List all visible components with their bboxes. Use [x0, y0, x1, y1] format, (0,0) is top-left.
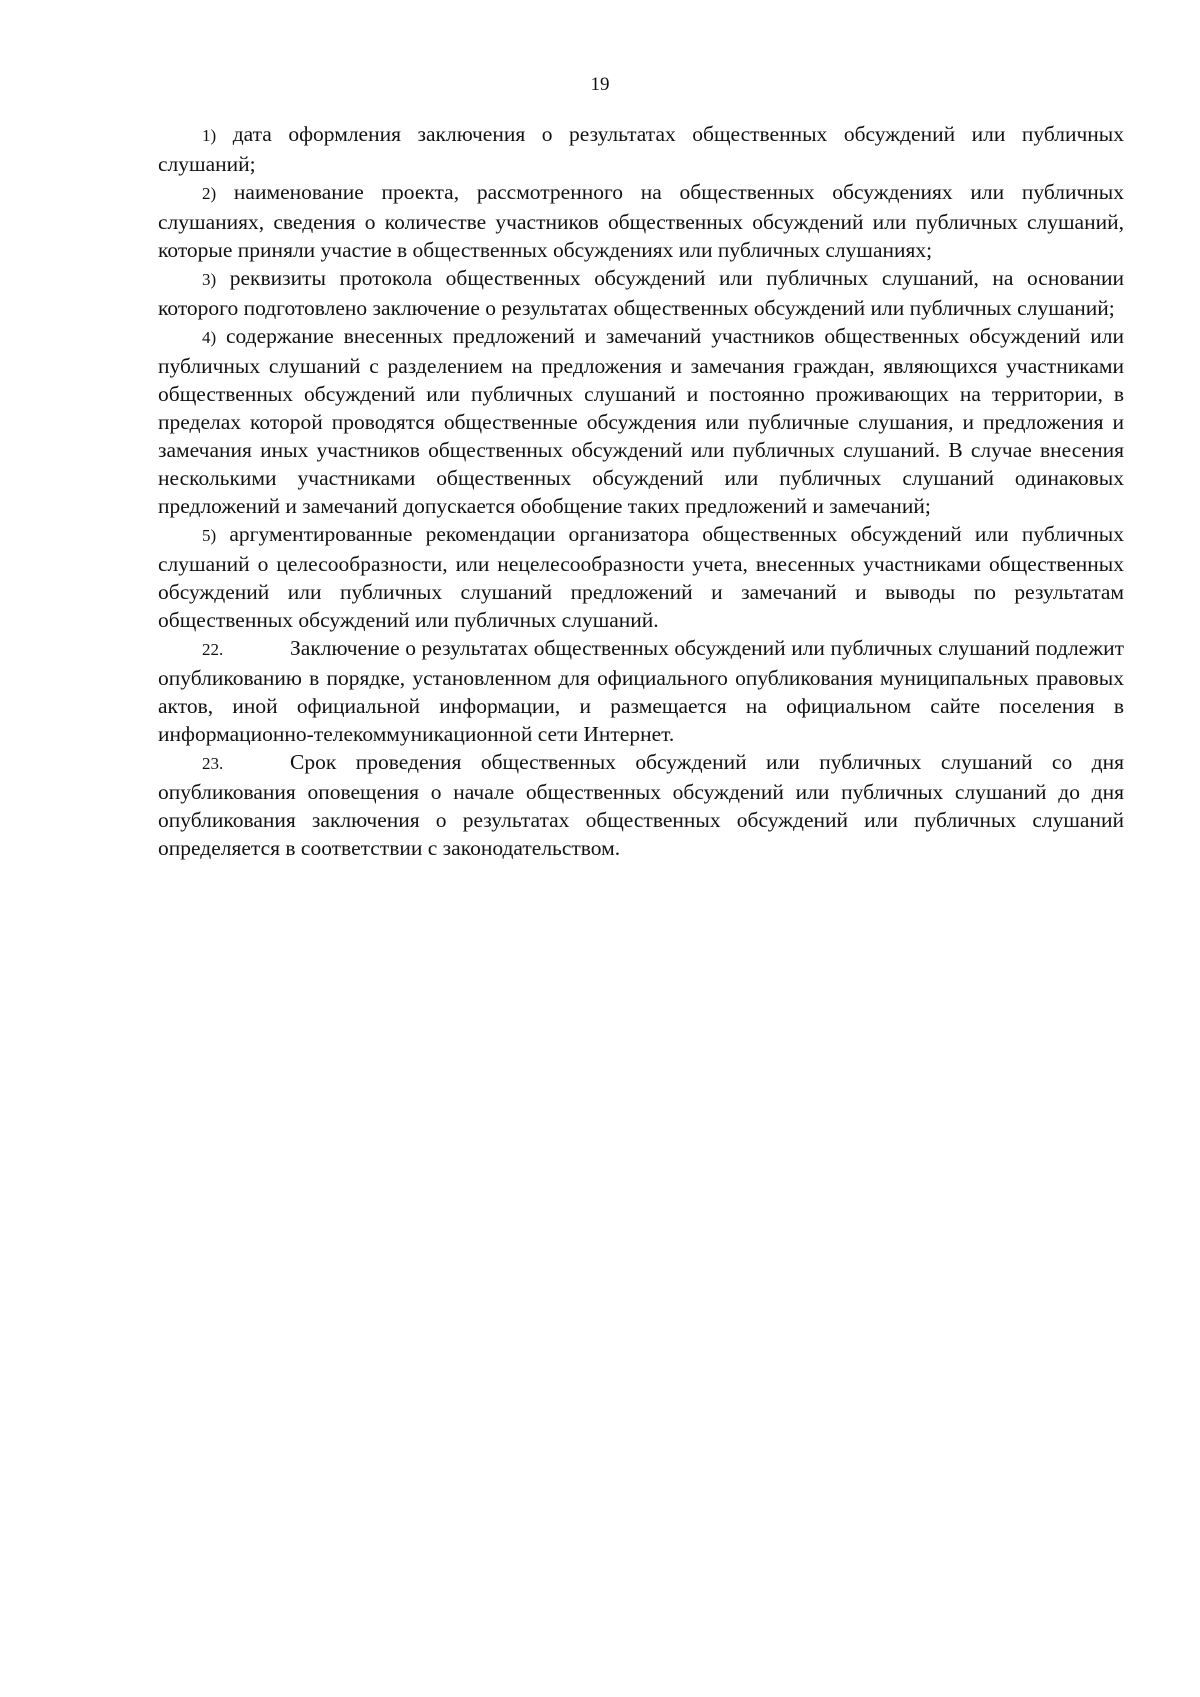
list-item-2 — [158, 178, 1124, 264]
list-item-text: дата оформления заключения о результатах общественных обсуждений или публичных слушаний; — [158, 122, 1125, 176]
list-item-3 — [158, 264, 1124, 322]
clause-number: 22. — [202, 640, 224, 659]
clause-number: 23. — [202, 754, 224, 773]
list-item-1 — [158, 120, 1124, 178]
list-item-text: реквизиты протокола общественных обсуждений или публичных слушаний, на основании которого подготовлено заключение о результатах общественных обсуждений или публичных слушаний; — [158, 266, 1124, 320]
list-item-number: 4) — [202, 328, 217, 347]
list-item-4 — [158, 322, 1124, 520]
page-number: 19 — [590, 74, 610, 95]
list-item-text: наименование проекта, рассмотренного на общественных обсуждениях или публичных слушаниях, сведения о количестве участников общественных обсуждений или публичных слушаний, которые приняли участие в общественных обсуждениях или публичных слушаниях; — [158, 180, 1124, 262]
list-item-text: аргументированные рекомендации организатора общественных обсуждений или публичных слушаний о целесообразности, или нецелесообразности учета, внесенных участниками общественных обсуждений или публичных слушаний предложений и замечаний и выводы по результатам общественных обсуждений или публичных слушаний. — [158, 522, 1124, 632]
list-item-text: содержание внесенных предложений и замечаний участников общественных обсуждений или публичных слушаний с разделением на предложения и замечания граждан, являющихся участниками общественных обсуждений или публичных слушаний и постоянно проживающих на территории, в пределах которой проводятся общественные обсуждения или публичные слушания, и предложения и замечания иных участников общественных обсуждений или публичных слушаний. В случае внесения несколькими участниками общественных обсуждений или публичных слушаний одинаковых предложений и замечаний допускается обобщение таких предложений и замечаний; — [158, 324, 1125, 518]
list-item-number: 5) — [202, 526, 217, 545]
list-item-5 — [158, 520, 1124, 634]
list-item-number: 2) — [202, 184, 217, 203]
document-body — [158, 120, 1124, 862]
list-item-number: 1) — [202, 126, 217, 145]
clause-text: Срок проведения общественных обсуждений или публичных слушаний со дня опубликования оповещения о начале общественных обсуждений или публичных слушаний до дня опубликования заключения о результатах общественных обсуждений или публичных слушаний определяется в соответствии с законодательством. — [158, 750, 1124, 860]
clause-22 — [158, 634, 1124, 748]
list-item-number: 3) — [202, 270, 217, 289]
clause-23 — [158, 748, 1124, 862]
clause-text: Заключение о результатах общественных обсуждений или публичных слушаний подлежит опубликованию в порядке, установленном для официального опубликования муниципальных правовых актов, иной официальной информации, и размещается на официальном сайте поселения в информационно-телекоммуникационной сети Интернет. — [158, 636, 1124, 746]
